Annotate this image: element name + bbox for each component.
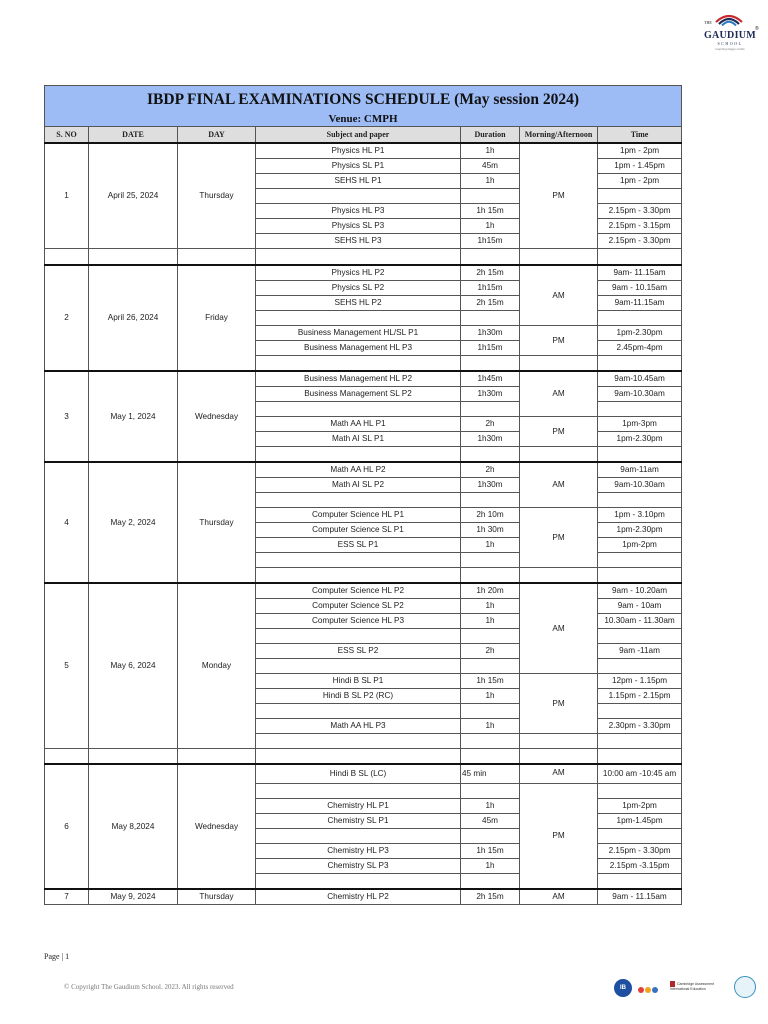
logo-tagline: Inspiring happy minds [715, 47, 745, 51]
session-cell: AM [520, 583, 598, 674]
duration-cell: 1h [461, 219, 520, 234]
duration-cell: 1h [461, 689, 520, 704]
header-duration: Duration [461, 127, 520, 144]
time-cell: 9am - 11.15am [598, 889, 682, 905]
subject-cell: Computer Science HL P1 [256, 508, 461, 523]
time-cell: 9am-10.45am [598, 371, 682, 387]
subject-cell: Computer Science SL P1 [256, 523, 461, 538]
duration-cell: 1h [461, 859, 520, 874]
subject-cell [256, 189, 461, 204]
time-cell [598, 402, 682, 417]
duration-cell: 1h30m [461, 387, 520, 402]
exam-schedule-table [44, 85, 682, 905]
time-cell: 2.15pm - 3.30pm [598, 204, 682, 219]
time-cell: 9am - 10am [598, 599, 682, 614]
subject-cell [256, 553, 461, 568]
time-cell: 1pm-2.30pm [598, 326, 682, 341]
time-cell [598, 311, 682, 326]
time-cell: 9am-10.30am [598, 387, 682, 402]
time-cell: 12pm - 1.15pm [598, 674, 682, 689]
subject-cell: Physics HL P1 [256, 143, 461, 159]
subject-cell: Chemistry SL P1 [256, 814, 461, 829]
session-cell: PM [520, 508, 598, 568]
time-cell: 1pm-2.30pm [598, 523, 682, 538]
subject-cell: ESS SL P1 [256, 538, 461, 553]
round-seal-icon [734, 976, 756, 998]
page-number: Page | 1 [44, 952, 70, 961]
day-date: May 8,2024 [89, 764, 178, 889]
duration-cell: 2h [461, 417, 520, 432]
subject-cell: Math AI SL P1 [256, 432, 461, 447]
duration-cell [461, 704, 520, 719]
time-cell: 2.15pm -3.15pm [598, 859, 682, 874]
duration-cell: 1h [461, 174, 520, 189]
subject-cell: SEHS HL P2 [256, 296, 461, 311]
duration-cell: 1h30m [461, 478, 520, 493]
day-weekday: Monday [178, 583, 256, 749]
day-sno: 2 [45, 265, 89, 371]
school-logo [700, 6, 760, 52]
day-sno: 5 [45, 583, 89, 749]
time-cell: 1.15pm - 2.15pm [598, 689, 682, 704]
time-cell [598, 629, 682, 644]
duration-cell: 1h30m [461, 432, 520, 447]
day-sno: 4 [45, 462, 89, 583]
subject-cell [256, 704, 461, 719]
subject-cell [256, 311, 461, 326]
cambridge-label: Cambridge Assessment International Education [670, 981, 714, 991]
subject-cell: Hindi B SL P2 (RC) [256, 689, 461, 704]
subject-cell: ESS SL P2 [256, 644, 461, 659]
subject-cell [256, 829, 461, 844]
duration-cell: 1h 20m [461, 583, 520, 599]
time-cell: 1pm - 1.45pm [598, 159, 682, 174]
time-cell: 1pm - 3.10pm [598, 508, 682, 523]
duration-cell: 45m [461, 159, 520, 174]
duration-cell: 1h15m [461, 341, 520, 356]
subject-cell: Hindi B SL (LC) [256, 764, 461, 784]
duration-cell [461, 493, 520, 508]
logo-name: GAUDIUM [703, 30, 757, 41]
duration-cell: 1h [461, 599, 520, 614]
time-cell: 2.15pm - 3.30pm [598, 844, 682, 859]
time-cell: 9am -11am [598, 644, 682, 659]
session-cell: PM [520, 674, 598, 734]
time-cell [598, 553, 682, 568]
subject-cell: Math AA HL P2 [256, 462, 461, 478]
logo-arcs-icon [714, 10, 744, 26]
schedule-venue: Venue: CMPH [45, 111, 682, 127]
day-sno: 1 [45, 143, 89, 249]
session-cell: AM [520, 889, 598, 905]
time-cell: 10.30am - 11.30am [598, 614, 682, 629]
session-cell: AM [520, 265, 598, 326]
duration-cell: 1h 15m [461, 844, 520, 859]
time-cell [598, 189, 682, 204]
time-cell: 2.15pm - 3.30pm [598, 234, 682, 249]
day-weekday: Thursday [178, 462, 256, 583]
duration-cell: 2h 15m [461, 296, 520, 311]
time-cell: 2.30pm - 3.30pm [598, 719, 682, 734]
day-weekday: Wednesday [178, 764, 256, 889]
time-cell: 9am-10.30am [598, 478, 682, 493]
duration-cell [461, 659, 520, 674]
session-cell: AM [520, 764, 598, 784]
time-cell [598, 829, 682, 844]
duration-cell: 2h 10m [461, 508, 520, 523]
day-sno: 6 [45, 764, 89, 889]
day-date: May 2, 2024 [89, 462, 178, 583]
day-weekday: Thursday [178, 889, 256, 905]
subject-cell: Chemistry HL P3 [256, 844, 461, 859]
time-cell [598, 704, 682, 719]
time-cell: 9am- 11.15am [598, 265, 682, 281]
time-cell: 1pm-1.45pm [598, 814, 682, 829]
duration-cell: 1h [461, 538, 520, 553]
time-cell: 9am - 10.20am [598, 583, 682, 599]
partner-dots-icon [638, 980, 660, 990]
session-cell: PM [520, 784, 598, 890]
subject-cell: Hindi B SL P1 [256, 674, 461, 689]
duration-cell: 1h30m [461, 326, 520, 341]
subject-cell: Math AI SL P2 [256, 478, 461, 493]
day-date: April 26, 2024 [89, 265, 178, 371]
cambridge-logo [670, 981, 726, 991]
time-cell: 1pm-2.30pm [598, 432, 682, 447]
session-cell: AM [520, 371, 598, 417]
duration-cell [461, 629, 520, 644]
time-cell: 1pm-3pm [598, 417, 682, 432]
subject-cell [256, 784, 461, 799]
header-session: Morning/Afternoon [520, 127, 598, 144]
logo-prefix: THE [704, 20, 712, 25]
session-cell: AM [520, 462, 598, 508]
duration-cell [461, 784, 520, 799]
time-cell [598, 784, 682, 799]
duration-cell: 1h [461, 614, 520, 629]
duration-cell: 2h 15m [461, 889, 520, 905]
day-sno: 7 [45, 889, 89, 905]
duration-cell: 45 min [461, 764, 520, 784]
duration-cell: 1h [461, 143, 520, 159]
copyright-notice: © Copyright The Gaudium School. 2023. All rights reserved [64, 983, 234, 991]
subject-cell: Computer Science HL P2 [256, 583, 461, 599]
duration-cell [461, 553, 520, 568]
time-cell: 1pm-2pm [598, 799, 682, 814]
subject-cell: Business Management HL/SL P1 [256, 326, 461, 341]
subject-cell: Physics HL P3 [256, 204, 461, 219]
time-cell: 1pm - 2pm [598, 174, 682, 189]
subject-cell: Computer Science SL P2 [256, 599, 461, 614]
accreditation-badges [614, 976, 760, 998]
subject-cell: Math AA HL P1 [256, 417, 461, 432]
duration-cell: 1h [461, 719, 520, 734]
subject-cell: Computer Science HL P3 [256, 614, 461, 629]
time-cell: 9am - 10.15am [598, 281, 682, 296]
duration-cell: 2h 15m [461, 265, 520, 281]
day-sno: 3 [45, 371, 89, 462]
duration-cell: 1h15m [461, 281, 520, 296]
subject-cell: SEHS HL P3 [256, 234, 461, 249]
subject-cell [256, 629, 461, 644]
separator-row [45, 249, 682, 266]
day-date: April 25, 2024 [89, 143, 178, 249]
time-cell: 2.15pm - 3.15pm [598, 219, 682, 234]
subject-cell [256, 659, 461, 674]
header-sno: S. NO [45, 127, 89, 144]
duration-cell [461, 311, 520, 326]
duration-cell: 1h 15m [461, 204, 520, 219]
subject-cell: Chemistry HL P1 [256, 799, 461, 814]
subject-cell: Business Management SL P2 [256, 387, 461, 402]
time-cell: 9am-11am [598, 462, 682, 478]
subject-cell: Physics HL P2 [256, 265, 461, 281]
duration-cell: 2h [461, 644, 520, 659]
header-date: DATE [89, 127, 178, 144]
duration-cell: 45m [461, 814, 520, 829]
time-cell [598, 659, 682, 674]
subject-cell: Physics SL P2 [256, 281, 461, 296]
subject-cell [256, 493, 461, 508]
subject-cell: Chemistry SL P3 [256, 859, 461, 874]
time-cell: 2.45pm-4pm [598, 341, 682, 356]
subject-cell: Physics SL P1 [256, 159, 461, 174]
duration-cell: 1h15m [461, 234, 520, 249]
duration-cell [461, 402, 520, 417]
duration-cell: 1h 15m [461, 674, 520, 689]
subject-cell: SEHS HL P1 [256, 174, 461, 189]
session-cell: PM [520, 326, 598, 356]
duration-cell [461, 829, 520, 844]
time-cell: 10:00 am -10:45 am [598, 764, 682, 784]
subject-cell: Business Management HL P3 [256, 341, 461, 356]
day-weekday: Friday [178, 265, 256, 371]
header-time: Time [598, 127, 682, 144]
session-cell: PM [520, 143, 598, 249]
subject-cell: Math AA HL P3 [256, 719, 461, 734]
day-weekday: Wednesday [178, 371, 256, 462]
duration-cell: 1h 30m [461, 523, 520, 538]
time-cell [598, 493, 682, 508]
header-subject: Subject and paper [256, 127, 461, 144]
subject-cell [256, 402, 461, 417]
ib-logo-icon: IB [614, 979, 632, 997]
day-date: May 1, 2024 [89, 371, 178, 462]
day-date: May 9, 2024 [89, 889, 178, 905]
subject-cell: Business Management HL P2 [256, 371, 461, 387]
header-day: DAY [178, 127, 256, 144]
logo-registered-mark: ® [755, 26, 759, 32]
time-cell: 1pm-2pm [598, 538, 682, 553]
schedule-title: IBDP FINAL EXAMINATIONS SCHEDULE (May session 2024) [45, 86, 682, 112]
logo-sub: SCHOOL [717, 41, 743, 46]
subject-cell: Physics SL P3 [256, 219, 461, 234]
duration-cell [461, 189, 520, 204]
day-date: May 6, 2024 [89, 583, 178, 749]
duration-cell: 2h [461, 462, 520, 478]
session-cell: PM [520, 417, 598, 447]
subject-cell: Chemistry HL P2 [256, 889, 461, 905]
duration-cell: 1h [461, 799, 520, 814]
time-cell: 9am-11.15am [598, 296, 682, 311]
day-weekday: Thursday [178, 143, 256, 249]
time-cell: 1pm - 2pm [598, 143, 682, 159]
duration-cell: 1h45m [461, 371, 520, 387]
